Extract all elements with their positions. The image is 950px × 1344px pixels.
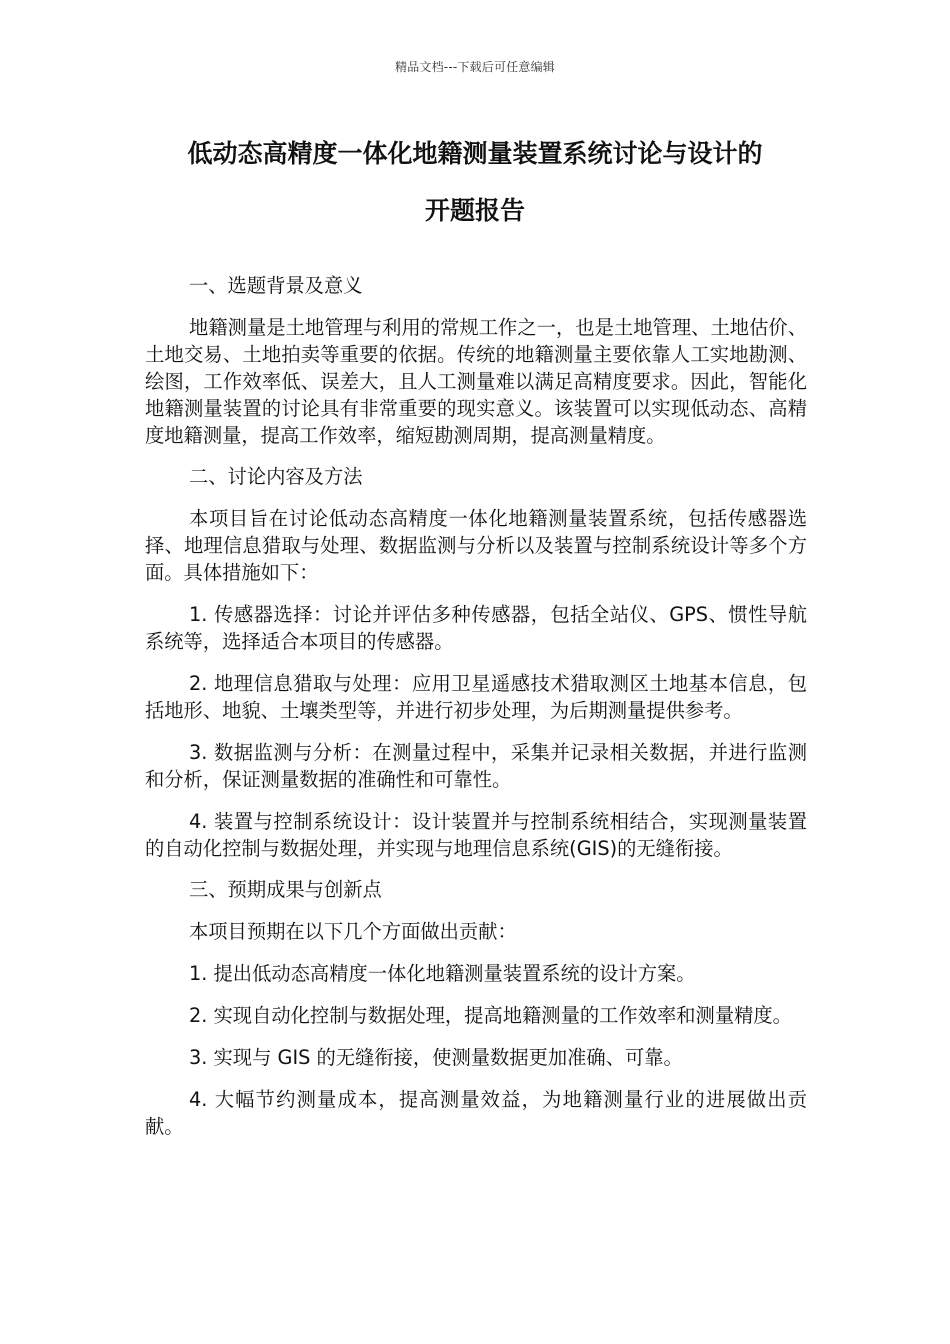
section-3-heading: 三、预期成果与创新点	[189, 878, 382, 901]
section-2-item-1: 1. 传感器选择：讨论并评估多种传感器，包括全站仪、GPS、惯性导航系统等，选择适合本项目的传感器。	[145, 603, 807, 653]
section-1-heading: 一、选题背景及意义	[189, 274, 363, 297]
section-3-item-4: 4. 大幅节约测量成本，提高测量效益，为地籍测量行业的进展做出贡献。	[145, 1088, 807, 1138]
document-body	[145, 272, 807, 1140]
section-2-item-2: 2. 地理信息猎取与处理：应用卫星遥感技术猎取测区土地基本信息，包括地形、地貌、土壤类型等，并进行初步处理，为后期测量提供参考。	[145, 672, 807, 722]
section-2-item-4: 4. 装置与控制系统设计：设计装置并与控制系统相结合，实现测量装置的自动化控制与数据处理，并实现与地理信息系统(GIS)的无缝衔接。	[145, 810, 807, 860]
section-3-item-2: 2. 实现自动化控制与数据处理，提高地籍测量的工作效率和测量精度。	[189, 1004, 792, 1027]
page-header: 精品文档---下载后可任意编辑	[395, 60, 555, 74]
section-2-item-3: 3. 数据监测与分析：在测量过程中，采集并记录相关数据，并进行监测和分析，保证测量数据的准确性和可靠性。	[145, 741, 807, 791]
document-title-line-1: 低动态高精度一体化地籍测量装置系统讨论与设计的	[187, 139, 763, 168]
section-3-intro: 本项目预期在以下几个方面做出贡献：	[189, 920, 517, 943]
section-3-item-3: 3. 实现与 GIS 的无缝衔接，使测量数据更加准确、可靠。	[189, 1046, 683, 1069]
section-1-paragraph: 地籍测量是土地管理与利用的常规工作之一，也是土地管理、土地估价、土地交易、土地拍卖等重要的依据。传统的地籍测量主要依靠人工实地勘测、绘图，工作效率低、误差大，且人工测量难以满足高精度要求。因此，智能化地籍测量装置的讨论具有非常重要的现实意义。该装置可以实现低动态、高精度地籍测量，提高工作效率，缩短勘测周期，提高测量精度。	[145, 316, 807, 447]
section-2-heading: 二、讨论内容及方法	[189, 465, 363, 488]
section-3-item-1: 1. 提出低动态高精度一体化地籍测量装置系统的设计方案。	[189, 962, 696, 985]
section-2-intro: 本项目旨在讨论低动态高精度一体化地籍测量装置系统，包括传感器选择、地理信息猎取与处理、数据监测与分析以及装置与控制系统设计等多个方面。具体措施如下：	[145, 507, 807, 584]
document-title-line-2: 开题报告	[424, 196, 525, 225]
